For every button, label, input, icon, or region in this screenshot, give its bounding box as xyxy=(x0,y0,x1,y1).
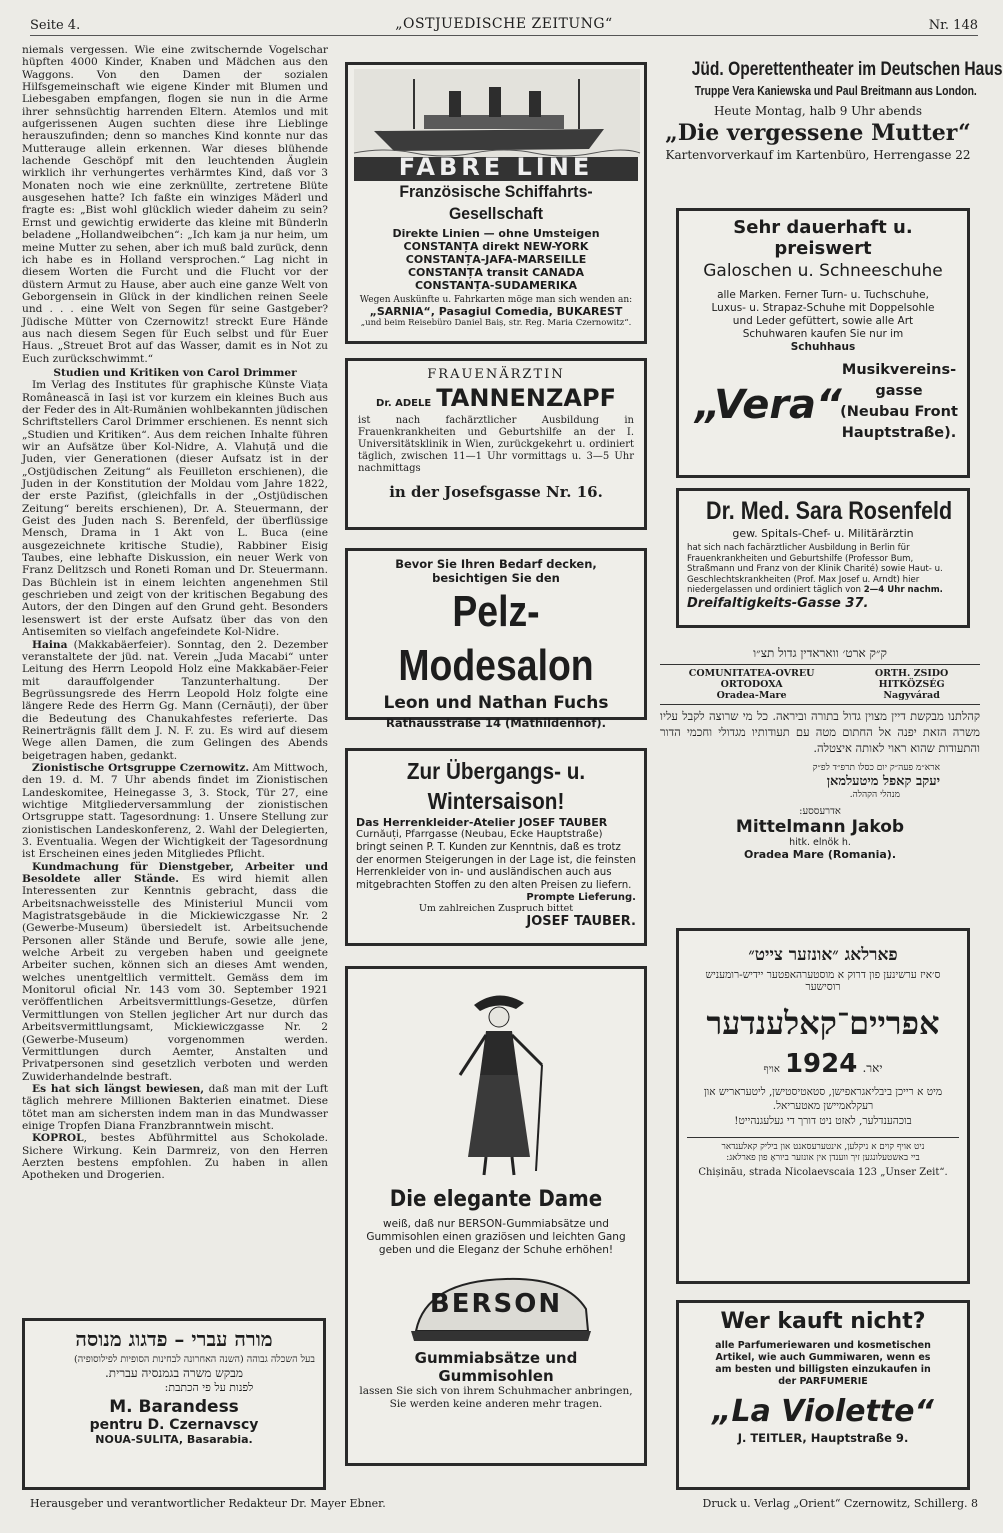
calendar-big: אפריים־קאלענדער xyxy=(706,1004,940,1042)
ad-theater xyxy=(658,56,1003,190)
oradea-col1: COMUNITATEA-OVREU ORTODOXA xyxy=(688,668,815,690)
oradea-heb5: מנהלי הקהלה. xyxy=(849,790,900,800)
tannenzapf-headline xyxy=(358,384,634,412)
pelz-addr: Rathausstraße 14 (Mathildenhof). xyxy=(386,716,606,730)
footer-editor: Herausgeber und verantwortlicher Redakteur Dr. Mayer Ebner. xyxy=(30,1497,386,1510)
calendar-line4: מיט א רייכן ביבליאגראפישן, סטאטיסטישן, ליטעראריש און רעקלאמיישן מאטעריאל. xyxy=(703,1086,943,1112)
calendar-year-post: יאר. xyxy=(862,1061,883,1075)
vera-text: alle Marken. Ferner Turn- u. Tuchschuhe, Luxus- u. Strapaz-Schuhe mit Doppelsohle und Leder gefüttert, sowie alle Art Schuhwaren kaufen Sie nur im Schuhhaus xyxy=(711,289,935,353)
article-kundmachung: Kundmachung für Dienstgeber, Arbeiter und Besoldete aller Stände. Es wird hiemit allen Interessenten zur Kenntnis gebracht, dass die Arbeitsnachweisstelle des Ministeriul Muncii vom Magistratsgebäude in die Mickiewiczgasse Nr. 2 (Gewerbe-Museum) übersiedelt ist. Arbeitsuchende Personen aller Stände und Berufe, sowie alle jene, welche Arbeit zu vergeben haben und geeignete Arbeiter suchen, können sich an dieses Amt wenden, welches unentgeltlich vermittelt. Gemäss dem im Monitorul oficial Nr. 143 vom 30. September 1921 veröffentlichen Arbeitsvermittlungs-Gesetze, dürfen Vermittlungen von Stellen jeglicher Art nur durch das Arbeitsvermittlungsamt, Mickiewiczgasse Nr. 2 (Gewerbe-Museum) vorgenommen werden. Vermittlungen durch Aemter, Anstalten und Privatpersonen sind gesetzlich verboten und werden Zuwiderhandelnde bestraft. xyxy=(22,860,328,1083)
article-drimmer: Im Verlag des Institutes für graphische Künste Viața Românească in Iași ist vor kurzem ein kleines Buch aus der Feder des in Alt-Rumänien wohlbekannten jüdischen Schriftstellers Carol Drimmer erschienen. Es nennt sich „Studien und Kritiken“. Aus dem reichen Inhalte führen wir an Aufsätze über Kol-Nidre, A. Vlahuță und die Juden, vier Generationen (dieser Aufsatz ist in der „Ostjüdischen Zeitung“ als Feuilleton erschienen), die Juden in der Konstitution der Moldau vom Jahre 1822, der erste Pazifist, (gleichfalls in der „Ostjüdischen Zeitung“ bereits erschienen), Dr. A. Steuermann, der Geist des Juden nach S. Berenfeld, der überflüssige Mensch, Drama in 1 Akt von L. Buca (eine ausgezeichnete kritische Studie), Rabbiner Eisig Taubes, eine lebhafte Diskussion, ein neuer Werk von Franz Delitzsch und Roneti Roman und Dr. Steuermann. Das Büchlein ist in einem leichten angenehmen Stil geschrieben und zeigt von der kritischen Begabung des Autors, der den Dingen auf den Grund geht. Besonders lesenswert ist der erste Aufsatz über das von den Antisemiten so vielfach angefeindete Kol-Nidre. xyxy=(22,379,328,639)
fabre-line4: CONSTANȚA transit CANADA xyxy=(407,266,585,279)
heading-zionists: Zionistische Ortsgruppe Czernowitz. xyxy=(32,761,250,774)
elegant-lady-illustration xyxy=(356,975,640,1183)
theater-time: Heute Montag, halb 9 Uhr abends xyxy=(713,104,923,118)
heading-haina: Haina xyxy=(32,638,68,651)
ad-tauber xyxy=(345,748,647,946)
theater-troupe: Truppe Vera Kaniewska und Paul Breitmann aus London. xyxy=(694,83,977,98)
tauber-title: Zur Übergangs- u. Wintersaison! xyxy=(406,758,586,814)
fabre-line7: „SARNIA“, Pasagiul Comedia, BUKAREST xyxy=(369,305,623,318)
vera-title1: Sehr dauerhaft u. preiswert xyxy=(733,217,913,259)
article-holland-children: niemals vergessen. Wie eine zwitschernde Vogelschar hüpften 4000 Kinder, Knaben und Mädchen aus den Waggons. Von den Damen der sozialen Hilfsgemeinschaft wie eigene Kinder mit Blumen und Liebesgaben empfangen, flogen sie nun in die Arme ihrer sehnsüchtig harrenden Eltern. Atemlos und mit aufgerissenen Augen suchten diese ihre Lieblinge herauszufinden; denn so manches Kind konnte nur das Mutterauge allein erkennen. War dieses blühende lachende Geschöpf mit den leuchtenden Äuglein wirklich ihr verhungertes verhärmtes Kind, daß vor 3 Monaten noch wie eine zerknüllte, zertretene Blüte ausgesehen hatte? Ich faßte ein winziges Mäderl und fragte es: „Bist wohl glücklich wieder daheim zu sein? Ernst und gewichtig erwiderte das kleine mit Bünderln beladene „Hollandweibchen“: „Ich kam ja nur heim, um meine Mutter zu sehen, aber ich muß bald zurück, denn ich habe es in Holland versprochen.“ Lag nicht in diesem Worten die Furcht und die Flucht vor der düstern Armut zu Hause, aber auch eine ganze Welt von Geborgensein in Glück in der kindlichen reinen Seele und . . . eine Welt von Segen für seine Gastgeber? Jüdische Mütter von Czernowitz! streckt Eure Hände aus nach diesem Segen für Euch selbst und für Euer Haus. „Streuet Brot auf das Wasser, damit es in Not zu Euch zurückschwimmt.“ xyxy=(22,44,328,365)
oradea-heb3: ארא״מ פעה״ק יום כסלו תרפ״ד לפ״ק xyxy=(812,763,940,773)
ad-berson xyxy=(345,966,647,1466)
article-column xyxy=(22,44,328,1182)
fabre-line6: Wegen Auskünfte u. Fahrkarten möge man sich wenden an: xyxy=(359,295,633,305)
fabre-title: Französische Schiffahrts-Gesellschaft xyxy=(399,182,593,223)
page-number: Seite 4. xyxy=(30,18,81,33)
rosenfeld-sub: gew. Spitals-Chef- u. Militärärztin xyxy=(732,527,914,540)
fabre-line1: Direkte Linien — ohne Umsteigen xyxy=(392,227,600,240)
pelz-line1: Bevor Sie Ihren Bedarf decken, xyxy=(395,557,597,571)
violette-title: Wer kauft nicht? xyxy=(720,1309,926,1334)
teacher-line3: לפנות על פי הכתבת: xyxy=(164,1381,254,1394)
fabre-line5: CONSTANȚA-SUDAMERIKA xyxy=(414,279,578,292)
violette-text: alle Parfumeriewaren und kosmetischen Artikel, wie auch Gummiwaren, wenn es am besten und billigsten einzukaufen in der PARFUMERIE xyxy=(715,1340,931,1387)
violette-big: „La Violette“ xyxy=(712,1394,934,1429)
tannenzapf-addr: in der Josefsgasse Nr. 16. xyxy=(389,483,603,501)
article-zionists: Zionistische Ortsgruppe Czernowitz. Am Mittwoch, den 19. d. M. 7 Uhr abends findet im Zionistischen Landeskomitee, Heinegasse 3, 3. Stock, Tür 27, eine wichtige Mitgliederversammlung der zionistischen Ortsgruppe statt. Tagesordnung: 1. Unsere Stellung zur zionistischen Landeskonferenz, 2. Wahl der Delegierten, 3. Eventualia. Wegen der Wichtigkeit der Tagesordnung ist Erscheinen eines jeden Mitgliedes Pflicht. xyxy=(22,761,328,861)
issue-number: Nr. 148 xyxy=(928,18,978,33)
oradea-heb1: ק״ק ארט׳ וואראדין גדול תצ״ו xyxy=(753,646,887,660)
pelz-names: Leon und Nathan Fuchs xyxy=(383,693,609,713)
vera-shop: Schuhhaus xyxy=(790,341,856,353)
berson-title: Die elegante Dame xyxy=(389,1187,603,1212)
calendar-line6: ניט אויף קוים א ניקלען, אינטערעסאנט און ביליק קאלענדאר xyxy=(721,1142,925,1152)
ad-oradea xyxy=(660,646,980,910)
oradea-title: hitk. elnök h. xyxy=(789,837,851,848)
ad-hebrew-teacher xyxy=(22,1318,326,1490)
ad-fabre-line xyxy=(345,62,647,344)
fabre-line2: CONSTANȚA direkt NEW-YORK xyxy=(403,240,589,253)
rosenfeld-name: Dr. Med. Sara Rosenfeld xyxy=(706,497,953,525)
tannenzapf-text: ist nach fachärztlicher Ausbildung in Frauenkrankheiten und Geburtshilfe an der I. Universitätsklinik in Wien, zurückgekehrt u. ordiniert täglich, zwischen 11—1 Uhr vormittags u. 3—5 Uhr nachmittags xyxy=(358,415,634,474)
tauber-sign: JOSEF TAUBER. xyxy=(526,914,636,929)
fabre-line8: „und beim Reisebüro Daniel Baiș, str. Reg. Maria Czernowitz“. xyxy=(360,318,632,328)
oradea-col2-city: Nagyvárad xyxy=(883,690,940,701)
rosenfeld-text: hat sich nach fachärztlicher Ausbildung in Berlin für Frauenkrankheiten und Geburtshilfe (Professor Bum, Straßmann und Franz von der Klinik Charité) sowie Haut- u. Geschlechtskrankheiten (Prof. Max Josef u. Arndt) hier niedergelassen und ordiniert täglich von 2—4 Uhr nachm. xyxy=(687,543,943,595)
steamship-icon xyxy=(354,69,640,157)
oradea-col1-city: Oradea-Mare xyxy=(716,690,787,701)
article-bakterien: Es hat sich längst bewiesen, daß man mit der Luft täglich mehrere Millionen Bakterien einatmet. Diese tötet man am sichersten indem man in das Mundwasser einige Tropfen Diana Franzbranntwein mischt. xyxy=(22,1082,328,1132)
ad-pelz-modesalon xyxy=(345,548,647,730)
teacher-line1: בעל השכלה גבוהה (השנה האחרונה לבחינות הסופיות לפילוסופיה) xyxy=(74,1354,315,1365)
oradea-heb6: אדרעססע: xyxy=(799,806,841,817)
vera-logo: „Vera“ xyxy=(695,382,842,428)
heading-kundmachung: Kundmachung für Dienstgeber, Arbeiter und Besoldete aller Stände. xyxy=(22,860,328,886)
berson-logo: BERSON xyxy=(429,1289,563,1319)
calendar-line7: ביי באשטעלונגען זיך ווענדן אין אונזער ביוראָ פון פארלאג: xyxy=(726,1153,920,1163)
calendar-year: 1924 xyxy=(784,1049,858,1079)
theater-title: Jüd. Operettentheater im Deutschen Haus xyxy=(691,59,1003,80)
heading-koprol: KOPROL xyxy=(32,1132,84,1145)
vera-address: Musikvereins- gasse (Neubau Front Hauptstraße). xyxy=(840,362,958,441)
newspaper-title: „OSTJUEDISCHE ZEITUNG“ xyxy=(395,16,613,32)
theater-tickets: Kartenvorverkauf im Kartenbüro, Herrengasse 22 xyxy=(665,148,971,162)
oradea-city: Oradea Mare (Romania). xyxy=(743,848,897,861)
calendar-address: Chișinău, strada Nicolaevscaia 123 „Unser Zeit“. xyxy=(698,1167,948,1178)
berson-foot: lassen Sie sich von ihrem Schuhmacher anbringen, Sie werden keine anderen mehr tragen. xyxy=(359,1385,633,1410)
tannenzapf-title: FRAUENÄRZTIN xyxy=(427,367,565,382)
ad-la-violette xyxy=(676,1300,970,1490)
berson-text: weiß, daß nur BERSON-Gummiabsätze und Gummisohlen einen graziösen und leichten Gang geben und die Eleganz der Schuhe erhöhen! xyxy=(366,1218,626,1256)
oradea-cols xyxy=(660,668,980,701)
rosenfeld-addr: Dreifaltigkeits-Gasse 37. xyxy=(687,595,869,611)
calendar-line2: ס׳איז ערשינען פון דרוק א מוסטערהאפטער יידיש-רומעניש xyxy=(705,969,941,981)
oradea-col2: ORTH. ZSIDO HITKÖZSÉG xyxy=(874,668,949,690)
page-header xyxy=(30,14,978,36)
pelz-line2: besichtigen Sie den xyxy=(432,571,560,585)
teacher-addr1: pentru D. Czernavscy xyxy=(89,1417,259,1433)
calendar-line5: בוכהענדלער, לאזט ניט דורך די געלעגנהייט! xyxy=(734,1115,912,1127)
pelz-big: Pelz-Modesalon xyxy=(398,587,594,690)
tauber-line2: Curnăuți, Pfarrgasse (Neubau, Ecke Hauptstraße) xyxy=(356,829,603,840)
teacher-addr2: NOUA-SULITA, Basarabia. xyxy=(95,1433,253,1446)
calendar-year-line xyxy=(687,1049,959,1079)
ad-tannenzapf xyxy=(345,358,647,530)
tauber-line1: Das Herrenkleider-Atelier JOSEF TAUBER xyxy=(356,816,608,829)
tannenzapf-pre: Dr. ADELE xyxy=(376,398,432,409)
tannenzapf-name: TANNENZAPF xyxy=(436,384,616,412)
calendar-line3: רוסישער xyxy=(805,981,841,993)
tauber-prompt: Prompte Lieferung. xyxy=(526,892,636,903)
heading-bakterien: Es hat sich längst bewiesen, xyxy=(32,1082,205,1095)
oradea-name: Mittelmann Jakob xyxy=(735,817,905,837)
berson-sub1: Gummiabsätze und xyxy=(414,1349,578,1367)
heading-drimmer: Studien und Kritiken von Carol Drimmer xyxy=(53,366,297,379)
footer-printer: Druck u. Verlag „Orient“ Czernowitz, Schillerg. 8 xyxy=(702,1497,978,1510)
teacher-name: M. Barandess xyxy=(109,1397,239,1417)
oradea-heb4: יעקב קאפל מיטעלמאן xyxy=(826,774,940,789)
oradea-heb2: קהלתנו מבקשת דיין מצוין גדול בתורה וביראה. כל מי שרוצה לקבל עליו משרה הזאת יפנה אל החתום מטה עם תעודותיו מגדולי וחכמי הדור והתעודות שהוא ראוי לאותה איצטלה. xyxy=(660,709,980,755)
fabre-banner: FABRE LINE xyxy=(354,153,638,181)
theater-play: „Die vergessene Mutter“ xyxy=(665,120,971,146)
ad-yiddish-calendar xyxy=(676,928,970,1284)
article-koprol: KOPROL, bestes Abführmittel aus Schokolade. Sichere Wirkung. Kein Darmreiz, von den Herren Aerzten bestens empfohlen. Zu haben in allen Apotheken und Drogerien. xyxy=(22,1132,328,1182)
ad-vera-shoes xyxy=(676,208,970,478)
vera-title2: Galoschen u. Schneeschuhe xyxy=(703,261,943,281)
header-rule xyxy=(30,35,978,36)
vera-bottom xyxy=(687,360,959,470)
fabre-line3: CONSTANȚA-JAFA-MARSEILLE xyxy=(405,253,587,266)
teacher-title: מורה עברי – פדגוג מנוסה xyxy=(75,1327,273,1351)
berson-sub2: Gummisohlen xyxy=(438,1367,554,1385)
article-haina: Haina (Makkabäerfeier). Sonntag, den 2. Dezember veranstaltete der jüd. nat. Verein „Juda Macabi“ unter Leitung des Herrn Leopold Holz eine Makkabäer-Feier mit darauffolgender Tanzunterhaltung. Der Begrüssungsrede des Herrn Leopold Holz folgte eine längere Rede des Herrn Gg. Mann (Cernăuți), der über die Bedeutung des Chanukahfestes referierte. Das Reinerträgnis fällt dem J. N. F. zu. Es wird auf diesem Wege allen Damen, die zum Gelingen des Abends beigetragen haben, gedankt. xyxy=(22,638,328,762)
teacher-line2: מבקש משרה בגמנסיה עברית. xyxy=(104,1366,244,1380)
calendar-publisher: פארלאג ״אונזער צייט״ xyxy=(748,945,898,965)
tauber-line3: Um zahlreichen Zuspruch bittet xyxy=(418,903,574,914)
calendar-year-pre: אויף xyxy=(763,1064,780,1075)
ad-rosenfeld xyxy=(676,488,970,628)
violette-sign: J. TEITLER, Hauptstraße 9. xyxy=(737,1431,909,1445)
tauber-text: bringt seinen P. T. Kunden zur Kenntnis, daß es trotz der enormen Steigerungen in der Lage ist, die feinsten Herrenkleider von in- und ausländischen auch aus mitgebrachten Stoffen zu den alten Preisen zu liefern. xyxy=(356,842,636,891)
